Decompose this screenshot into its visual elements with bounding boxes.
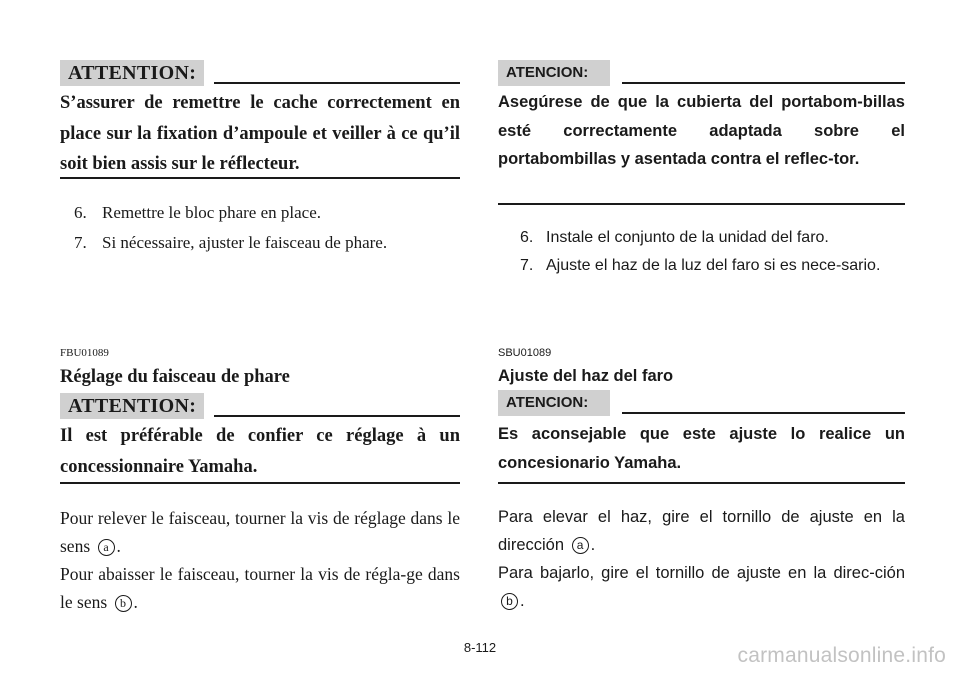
attention-header bbox=[498, 60, 905, 86]
attention-label: ATENCION: bbox=[498, 390, 610, 416]
step-number: 6. bbox=[74, 203, 87, 222]
attention-text: Il est préférable de confier ce réglage à un concessionnaire Yamaha. bbox=[60, 426, 460, 477]
attention-text: S’assurer de remettre le cache correctement en place sur la fixation d’ampoule et veiller à ce qu’il soit bien assis sur le réflecteur. bbox=[60, 93, 460, 174]
attention-rule bbox=[214, 82, 460, 84]
instruction-text: Pour relever le faisceau, tourner la vis de réglage dans le sens bbox=[60, 508, 460, 556]
lower-instruction bbox=[60, 560, 460, 616]
section-code: FBU01089 bbox=[60, 347, 109, 359]
raise-instruction bbox=[60, 504, 460, 560]
instruction-text: Para elevar el haz, gire el tornillo de ajuste en la dirección bbox=[498, 508, 905, 554]
attention-label: ATTENTION: bbox=[60, 393, 204, 419]
page-number: 8-112 bbox=[463, 640, 497, 655]
attention-end-rule bbox=[60, 177, 460, 179]
step-text: Instale el conjunto de la unidad del faro. bbox=[546, 229, 829, 246]
attention-end-rule bbox=[498, 482, 905, 484]
marker-b: b bbox=[501, 593, 518, 610]
attention-rule bbox=[214, 415, 460, 417]
attention-end-rule bbox=[60, 482, 460, 484]
section-title: Réglage du faisceau de phare bbox=[60, 367, 290, 387]
raise-instruction bbox=[498, 503, 905, 559]
step-number: 7. bbox=[520, 257, 534, 274]
marker-b: b bbox=[115, 595, 132, 612]
step-text: Si nécessaire, ajuster le faisceau de phare. bbox=[102, 233, 388, 252]
section-title: Ajuste del haz del faro bbox=[498, 367, 674, 385]
attention-header bbox=[498, 390, 905, 416]
attention-label: ATENCION: bbox=[498, 60, 610, 86]
attention-text: Es aconsejable que este ajuste lo realice un concesionario Yamaha. bbox=[498, 425, 905, 472]
attention-rule bbox=[622, 82, 905, 84]
lower-instruction bbox=[498, 559, 905, 615]
instruction-text: Para bajarlo, gire el tornillo de ajuste en la direc-ción bbox=[498, 564, 905, 582]
attention-label: ATTENTION: bbox=[60, 60, 204, 86]
step-number: 7. bbox=[74, 233, 87, 252]
period: . bbox=[133, 592, 138, 612]
instruction-text: Pour abaisser le faisceau, tourner la vis de régla-ge dans le sens bbox=[60, 564, 460, 612]
period: . bbox=[116, 536, 121, 556]
period: . bbox=[520, 592, 525, 610]
attention-header bbox=[60, 60, 460, 86]
step-text: Ajuste el haz de la luz del faro si es nece-sario. bbox=[546, 257, 881, 274]
step-text: Remettre le bloc phare en place. bbox=[102, 203, 321, 222]
attention-rule bbox=[622, 412, 905, 414]
marker-a: a bbox=[98, 539, 115, 556]
step-number: 6. bbox=[520, 229, 534, 246]
watermark: carmanualsonline.info bbox=[737, 644, 946, 667]
period: . bbox=[590, 536, 596, 554]
attention-header bbox=[60, 393, 460, 419]
attention-end-rule bbox=[498, 203, 905, 205]
section-code: SBU01089 bbox=[498, 347, 552, 359]
attention-text: Asegúrese de que la cubierta del portabom-billas esté correctamente adaptada sobre el portabombillas y asentada contra el reflec-tor. bbox=[498, 93, 905, 169]
marker-a: a bbox=[572, 537, 589, 554]
